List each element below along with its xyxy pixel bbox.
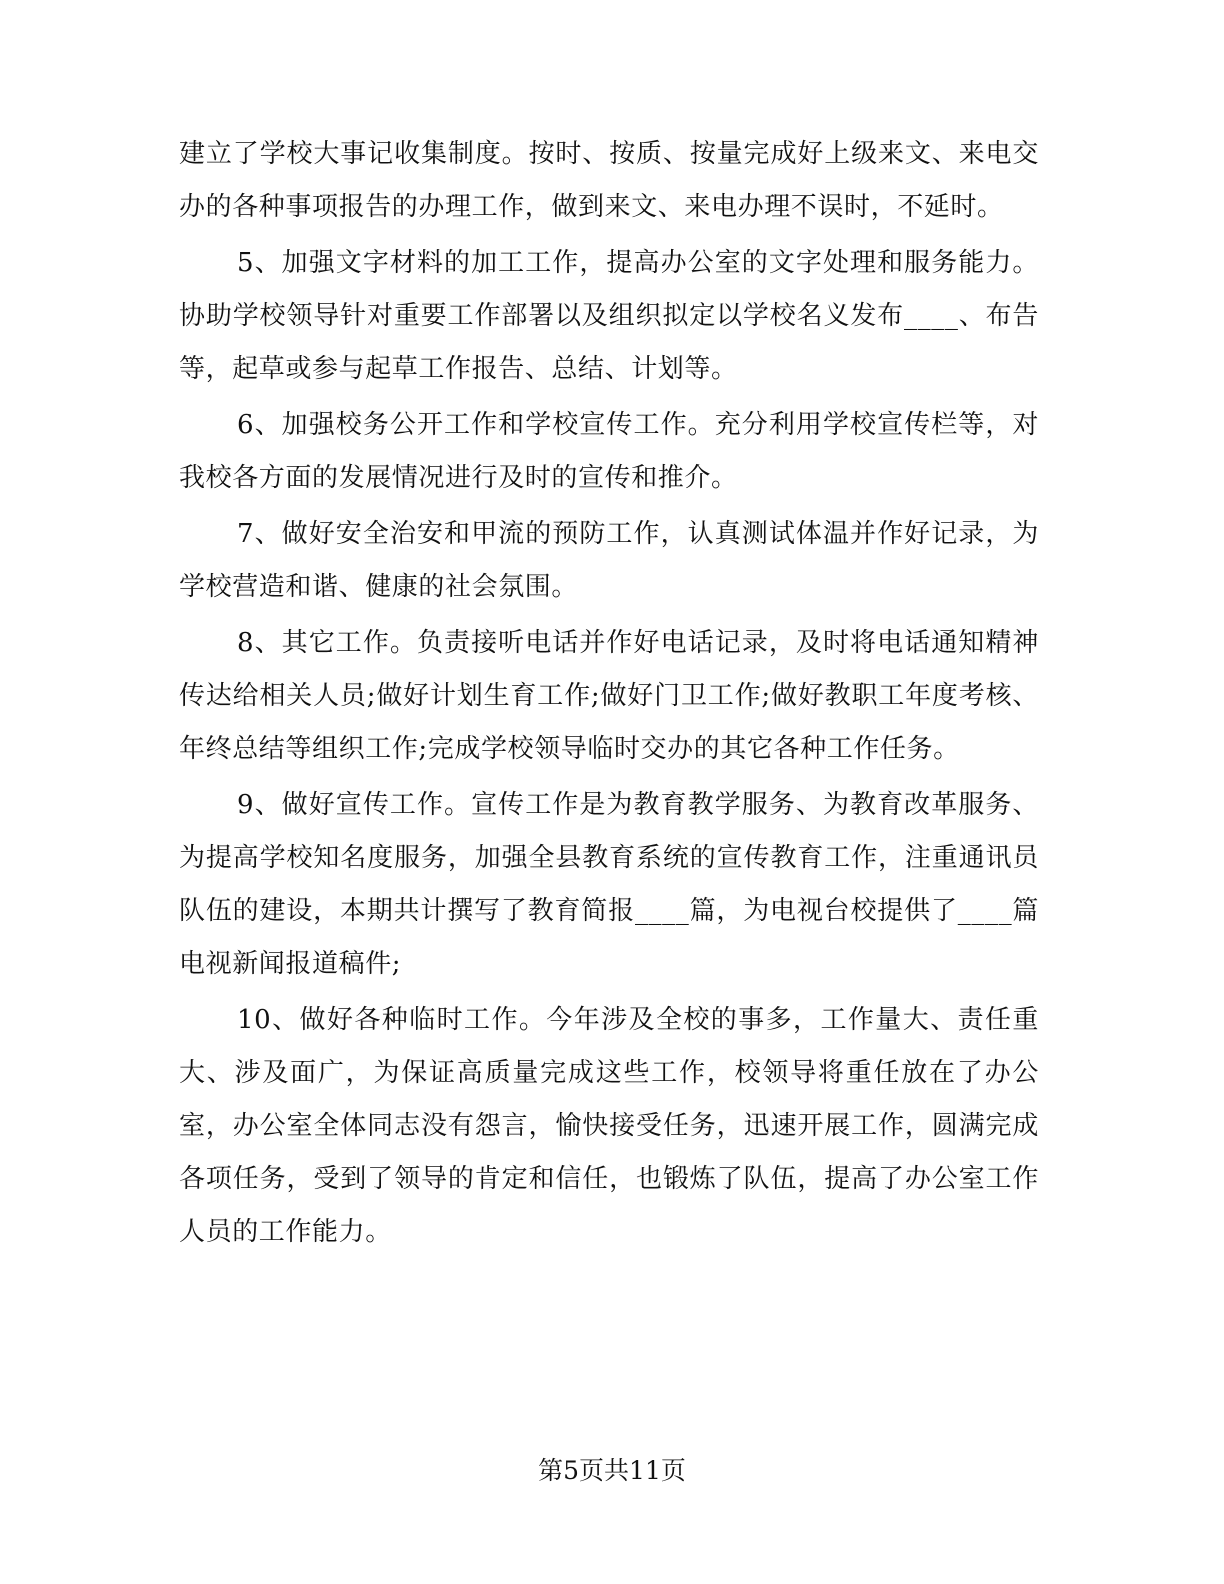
paragraph-item-5: 5、加强文字材料的加工工作，提高办公室的文字处理和服务能力。协助学校领导针对重要工作部署以及组织拟定以学校名义发布____、布告等，起草或参与起草工作报告、总结、计划等。 — [179, 248, 1039, 384]
paragraph-item-8: 8、其它工作。负责接听电话并作好电话记录，及时将电话通知精神传达给相关人员;做好计划生育工作;做好门卫工作;做好教职工年度考核、年终总结等组织工作;完成学校领导临时交办的其它各种工作任务。 — [179, 628, 1039, 764]
paragraph-item-9: 9、做好宣传工作。宣传工作是为教育教学服务、为教育改革服务、为提高学校知名度服务，加强全县教育系统的宣传教育工作，注重通讯员队伍的建设，本期共计撰写了教育简报____篇，为电视台校提供了____篇电视新闻报道稿件; — [179, 790, 1039, 979]
paragraph-item-7: 7、做好安全治安和甲流的预防工作，认真测试体温并作好记录，为学校营造和谐、健康的社会氛围。 — [179, 519, 1039, 602]
page-number-footer: 第5页共11页 — [538, 1456, 686, 1485]
document-body — [179, 128, 1039, 1262]
paragraph-continuation: 建立了学校大事记收集制度。按时、按质、按量完成好上级来文、来电交办的各种事项报告的办理工作，做到来文、来电办理不误时，不延时。 — [179, 139, 1039, 222]
paragraph-item-10: 10、做好各种临时工作。今年涉及全校的事多，工作量大、责任重大、涉及面广，为保证高质量完成这些工作，校领导将重任放在了办公室，办公室全体同志没有怨言，愉快接受任务，迅速开展工作，圆满完成各项任务，受到了领导的肯定和信任，也锻炼了队伍，提高了办公室工作人员的工作能力。 — [179, 1005, 1039, 1247]
paragraph-item-6: 6、加强校务公开工作和学校宣传工作。充分利用学校宣传栏等，对我校各方面的发展情况进行及时的宣传和推介。 — [179, 410, 1039, 493]
